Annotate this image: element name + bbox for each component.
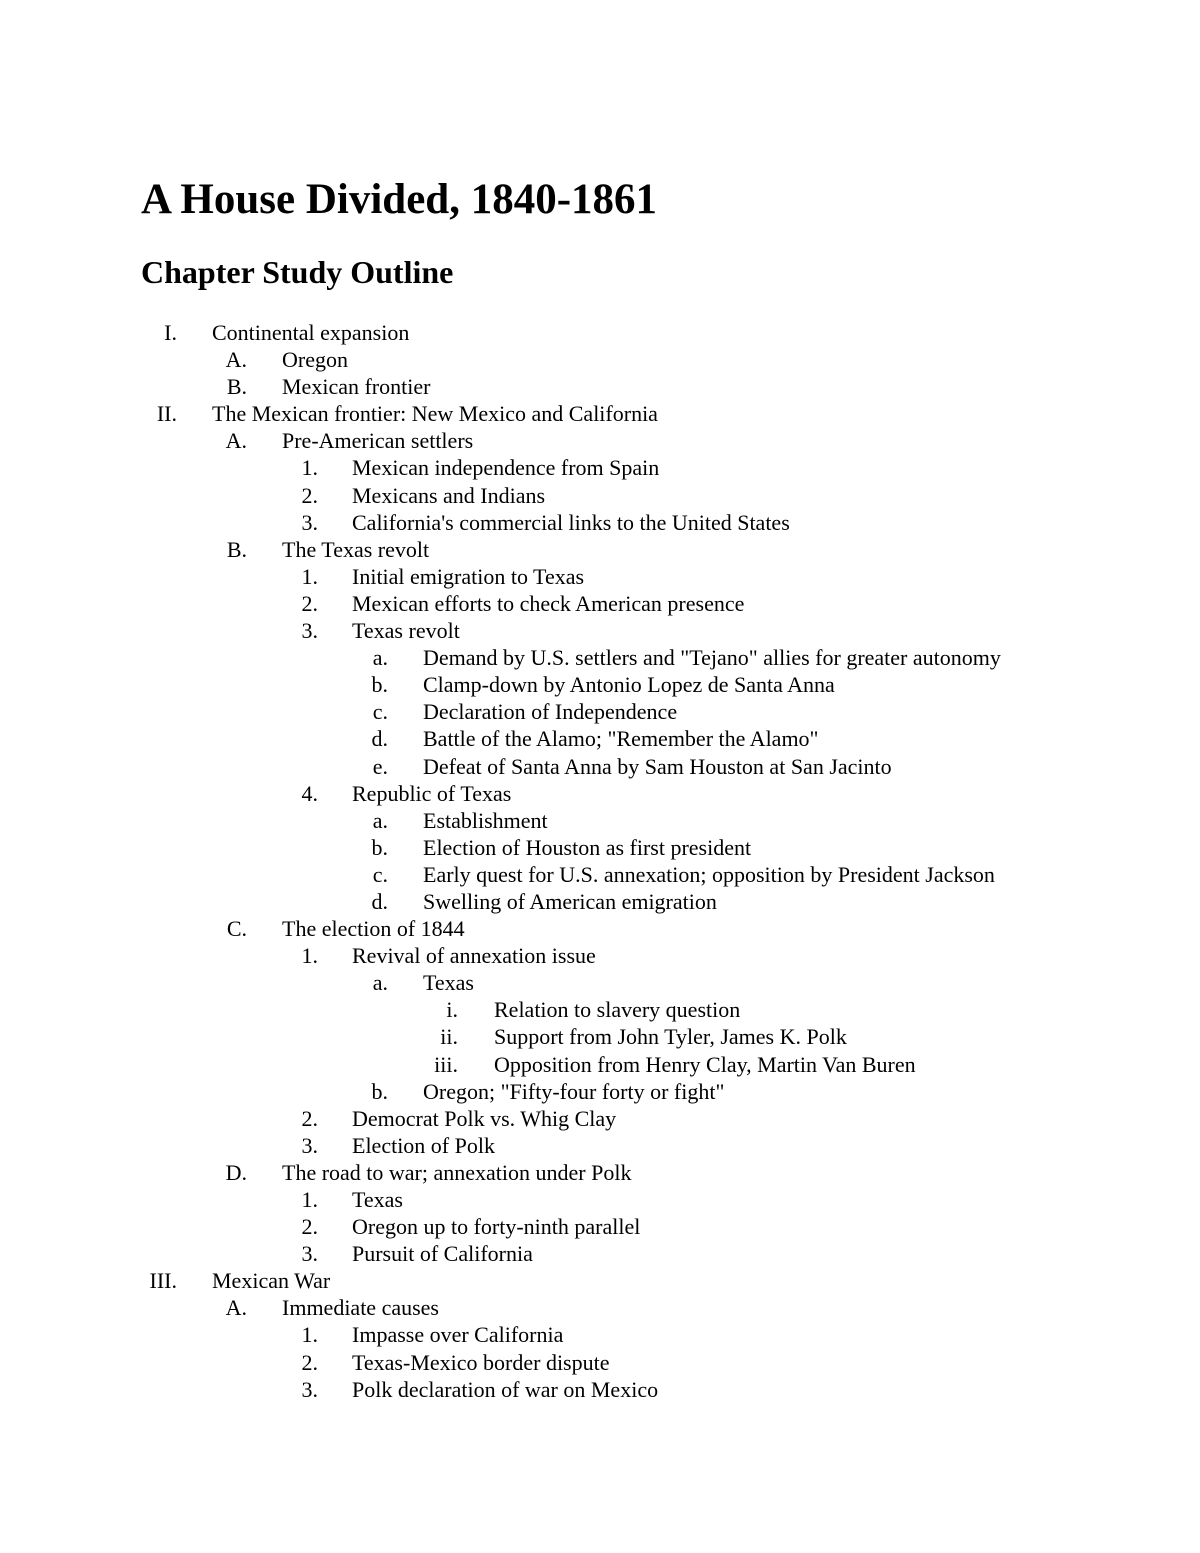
- outline-item-marker: a.: [372, 970, 388, 996]
- outline-item: [0, 563, 1200, 590]
- outline-item-text: Early quest for U.S. annexation; opposition by President Jackson: [423, 861, 995, 887]
- document-subtitle: Chapter Study Outline: [141, 254, 454, 290]
- outline-item-text: Mexican independence from Spain: [352, 455, 660, 481]
- outline-item: [0, 780, 1200, 807]
- outline-item-text: Establishment: [423, 807, 548, 833]
- outline-item: [0, 1186, 1200, 1213]
- outline-item-marker: 2.: [301, 590, 318, 616]
- outline-item-text: The Texas revolt: [282, 536, 430, 562]
- outline-item-marker: 2.: [301, 482, 318, 508]
- outline-item-text: Texas-Mexico border dispute: [352, 1349, 610, 1375]
- outline-item: [0, 725, 1200, 752]
- outline-item-text: Mexican War: [212, 1268, 331, 1294]
- outline-item-marker: D.: [225, 1159, 247, 1185]
- outline-item-text: Election of Houston as first president: [423, 834, 752, 860]
- outline-item: [0, 400, 1200, 427]
- outline-item-text: Pursuit of California: [352, 1241, 533, 1267]
- outline-item-text: Mexican efforts to check American presence: [352, 590, 745, 616]
- outline-item: [0, 1294, 1200, 1321]
- outline-item-marker: b.: [371, 1078, 388, 1104]
- outline-item-text: Relation to slavery question: [494, 997, 741, 1023]
- outline-item-marker: A.: [225, 347, 247, 373]
- outline-item-marker: 3.: [301, 618, 318, 644]
- outline-item-marker: c.: [372, 861, 388, 887]
- outline-item-text: Mexicans and Indians: [352, 482, 546, 508]
- outline-item-text: Polk declaration of war on Mexico: [352, 1376, 659, 1402]
- outline-item-marker: I.: [164, 320, 177, 345]
- outline-item-marker: 4.: [301, 780, 318, 806]
- outline-item-text: Continental expansion: [212, 320, 410, 345]
- outline-item: [0, 509, 1200, 536]
- outline-item-marker: a.: [372, 645, 388, 671]
- outline-item-text: Support from John Tyler, James K. Polk: [494, 1024, 847, 1050]
- outline-item: [0, 1376, 1200, 1403]
- outline-item-text: The Mexican frontier: New Mexico and California: [212, 401, 658, 427]
- outline-item-marker: 3.: [301, 509, 318, 535]
- outline-item-marker: 2.: [301, 1214, 318, 1240]
- outline-item: [0, 1240, 1200, 1267]
- outline-item-text: Oregon; "Fifty-four forty or fight": [423, 1078, 725, 1104]
- document-title: A House Divided, 1840-1861: [141, 176, 658, 223]
- outline-item-text: The election of 1844: [282, 916, 465, 942]
- outline-item: [0, 482, 1200, 509]
- outline-item-marker: A.: [225, 1295, 247, 1321]
- outline-item: [0, 1132, 1200, 1159]
- outline-item-marker: 1.: [301, 943, 318, 969]
- outline-item: [0, 427, 1200, 454]
- outline-item: [0, 888, 1200, 915]
- outline-item-text: California's commercial links to the United States: [352, 509, 790, 535]
- outline-item-text: Defeat of Santa Anna by Sam Houston at San Jacinto: [423, 753, 892, 779]
- outline-item: [0, 1078, 1200, 1105]
- outline-item-marker: 1.: [301, 563, 318, 589]
- outline-item-marker: 2.: [301, 1349, 318, 1375]
- outline-item-marker: 1.: [301, 1187, 318, 1212]
- outline-item-marker: ii.: [440, 1024, 458, 1050]
- outline-item-marker: 1.: [301, 455, 318, 481]
- outline-item: [0, 1105, 1200, 1132]
- outline-item-text: Declaration of Independence: [423, 699, 678, 725]
- outline-item-marker: iii.: [434, 1051, 458, 1077]
- outline-item: [0, 590, 1200, 617]
- outline-item: [0, 1213, 1200, 1240]
- outline-item: [0, 346, 1200, 373]
- outline-item-text: Clamp-down by Antonio Lopez de Santa Anna: [423, 672, 835, 698]
- outline-item-marker: b.: [371, 672, 388, 698]
- outline-item-marker: III.: [149, 1268, 177, 1294]
- outline-item: [0, 915, 1200, 942]
- outline-item-text: Texas revolt: [352, 618, 460, 644]
- outline-item-marker: B.: [226, 536, 247, 562]
- outline-item-marker: A.: [225, 428, 247, 454]
- outline-item-marker: b.: [371, 834, 388, 860]
- outline-item-marker: B.: [226, 374, 247, 400]
- study-outline: [0, 319, 1200, 1403]
- outline-item: [0, 1051, 1200, 1078]
- outline-item-text: Republic of Texas: [352, 780, 512, 806]
- outline-item: [0, 861, 1200, 888]
- outline-item-text: Election of Polk: [352, 1132, 495, 1158]
- outline-item: [0, 319, 1200, 346]
- outline-item: [0, 942, 1200, 969]
- outline-item: [0, 536, 1200, 563]
- outline-item: [0, 1023, 1200, 1050]
- outline-item: [0, 644, 1200, 671]
- outline-item: [0, 807, 1200, 834]
- outline-item: [0, 671, 1200, 698]
- outline-item-text: Oregon: [282, 347, 348, 373]
- outline-item: [0, 1349, 1200, 1376]
- outline-item-marker: e.: [372, 753, 388, 779]
- outline-item-marker: d.: [371, 888, 388, 914]
- outline-item: [0, 834, 1200, 861]
- outline-item-text: Texas: [352, 1187, 403, 1212]
- outline-item: [0, 969, 1200, 996]
- outline-item-marker: 3.: [301, 1241, 318, 1267]
- outline-item: [0, 1159, 1200, 1186]
- outline-item-marker: 1.: [301, 1322, 318, 1348]
- outline-item-text: Battle of the Alamo; "Remember the Alamo": [423, 726, 819, 752]
- outline-item-marker: 2.: [301, 1105, 318, 1131]
- outline-item-text: Texas: [423, 970, 474, 996]
- outline-item-text: Revival of annexation issue: [352, 943, 596, 969]
- outline-item-text: The road to war; annexation under Polk: [282, 1159, 632, 1185]
- outline-item-marker: d.: [371, 726, 388, 752]
- outline-item-text: Initial emigration to Texas: [352, 563, 585, 589]
- outline-item-text: Oregon up to forty-ninth parallel: [352, 1214, 641, 1240]
- outline-item-marker: C.: [226, 916, 247, 942]
- outline-item-marker: 3.: [301, 1376, 318, 1402]
- outline-item: [0, 1321, 1200, 1348]
- outline-item-text: Opposition from Henry Clay, Martin Van Buren: [494, 1051, 916, 1077]
- outline-item: [0, 996, 1200, 1023]
- outline-item: [0, 617, 1200, 644]
- outline-item-text: Impasse over California: [352, 1322, 564, 1348]
- outline-item: [0, 753, 1200, 780]
- outline-item: [0, 1267, 1200, 1294]
- outline-item-text: Democrat Polk vs. Whig Clay: [352, 1105, 617, 1131]
- outline-item: [0, 698, 1200, 725]
- outline-item: [0, 454, 1200, 481]
- outline-item-marker: II.: [156, 401, 177, 427]
- outline-item-text: Immediate causes: [282, 1295, 439, 1321]
- outline-item-marker: i.: [446, 997, 458, 1023]
- outline-item-marker: a.: [372, 807, 388, 833]
- outline-item-text: Pre-American settlers: [282, 428, 474, 454]
- outline-item-marker: 3.: [301, 1132, 318, 1158]
- outline-item-text: Demand by U.S. settlers and "Tejano" allies for greater autonomy: [423, 645, 1001, 671]
- outline-item-marker: c.: [372, 699, 388, 725]
- outline-item-text: Swelling of American emigration: [423, 888, 717, 914]
- outline-item-text: Mexican frontier: [282, 374, 431, 400]
- outline-item: [0, 373, 1200, 400]
